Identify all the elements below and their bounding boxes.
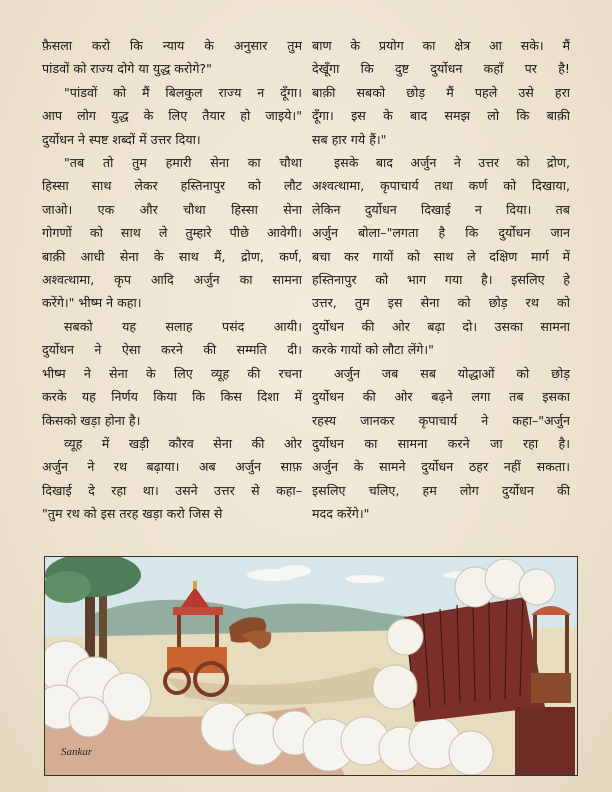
text-line: फ़ैसला करो कि न्याय के अनुसार तुम: [42, 38, 302, 53]
text-line: "तब तो तुम हमारी सेना का चौथा: [64, 155, 302, 171]
right-text-column: [312, 34, 570, 526]
text-line: व्यूह में खड़ी कौरव सेना की ओर: [64, 435, 302, 451]
text-line: "तुम रथ को इस तरह खड़ा करो जिस से: [42, 506, 223, 522]
text-line: दुर्योधन की ओर बढ़ने लगा तब इसका: [312, 389, 570, 405]
text-line: हस्तिनापुर को भाग गया है। इसलिए हे: [312, 272, 570, 288]
text-line: अर्जुन ने रथ बढ़ाया। अब अर्जुन साफ़: [42, 459, 302, 475]
story-illustration: [44, 556, 578, 776]
text-line: अर्जुन के सामने दुर्योधन ठहर नहीं सकता।: [312, 459, 570, 475]
text-line: दूँगा। इस के बाद समझ लो कि बाक़ी: [312, 108, 570, 124]
text-line: दुर्योधन की ओर बढ़ा दो। उसका सामना: [312, 318, 570, 334]
text-line: जाओ। एक और चौथा हिस्सा सेना: [42, 201, 302, 217]
text-line: अर्जुन बोला–"लगता है कि दुर्योधन जान: [312, 225, 570, 241]
text-line: अर्जुन जब सब योद्धाओं को छोड़: [334, 365, 570, 381]
text-line: दुर्योधन ने ऐसा करने की सम्मति दी।: [42, 342, 302, 358]
left-text-column: [42, 34, 302, 526]
text-line: बाण के प्रयोग का क्षेत्र आ सके। मैं: [312, 38, 570, 53]
kaurava-army: [405, 597, 545, 722]
text-line: भीष्म ने सेना के लिए व्यूह की रचना: [42, 365, 302, 381]
text-line: अश्वत्थामा, कृपाचार्य तथा कर्ण को दिखाया,: [312, 178, 570, 194]
text-line: दुर्योधन ने स्पष्ट शब्दों में उत्तर दिया।: [42, 131, 201, 147]
text-line: इसके बाद अर्जुन ने उत्तर को द्रोण,: [334, 155, 570, 171]
text-line: दुर्योधन का सामना करने जा रहा है।: [312, 435, 570, 451]
text-line: "पांडवों को मैं बिलकुल राज्य न दूँगा।: [64, 84, 302, 100]
text-line: लेकिन दुर्योधन दिखाई न दिया। तब: [312, 201, 570, 217]
text-line: किसको खड़ा होना है।: [42, 412, 141, 428]
text-line: हिस्सा साथ लेकर हस्तिनापुर को लौट: [42, 178, 302, 194]
text-line: दिखाई दे रहा था। उसने उत्तर से कहा–: [42, 482, 302, 498]
text-line: बाक़ी सबको छोड़ मैं पहले उसे हरा: [312, 84, 570, 100]
text-line: देखूँगा कि दुष्ट दुर्योधन कहाँ पर है!: [312, 61, 570, 77]
text-line: करेंगे।" भीष्म ने कहा।: [42, 295, 142, 311]
text-line: पांडवों को राज्य दोगे या युद्ध करोगे?": [42, 61, 212, 77]
text-line: गोगणों को साथ ले तुम्हारे पीछे आवेगी।: [42, 225, 302, 241]
text-line: अश्वत्थामा, कृप आदि अर्जुन का सामना: [42, 272, 302, 288]
text-line: सब हार गये हैं।": [312, 131, 387, 147]
text-line: बचा कर गायों को साथ ले दक्षिण मार्ग में: [312, 248, 570, 264]
left-paragraph: [42, 34, 302, 81]
text-line: आप लोग युद्ध के लिए तैयार हो जाइये।": [42, 108, 302, 124]
artist-signature: Sankar: [61, 746, 93, 758]
text-line: उत्तर, तुम इस सेना को छोड़ रथ को: [312, 295, 570, 311]
text-line: मदद करेंगे।": [312, 506, 370, 522]
text-line: बाक़ी आधी सेना के साथ मैं, द्रोण, कर्ण,: [42, 248, 302, 264]
text-line: करके यह निर्णय किया कि किस दिशा में: [42, 389, 302, 405]
left-paragraph: [42, 432, 302, 526]
text-line: रहस्य जानकर कृपाचार्य ने कहा–"अर्जुन: [312, 412, 570, 428]
right-paragraph: [312, 151, 570, 362]
text-line: सबको यह सलाह पसंद आयी।: [64, 318, 302, 334]
left-paragraph: [42, 315, 302, 432]
right-paragraph: [312, 362, 570, 526]
text-line: इसलिए चलिए, हम लोग दुर्योधन की: [312, 482, 570, 498]
left-paragraph: [42, 151, 302, 315]
text-line: करके गायों को लौटा लेंगे।": [312, 342, 434, 358]
soldiers: [515, 707, 575, 775]
left-paragraph: [42, 81, 302, 151]
right-paragraph: [312, 34, 570, 151]
